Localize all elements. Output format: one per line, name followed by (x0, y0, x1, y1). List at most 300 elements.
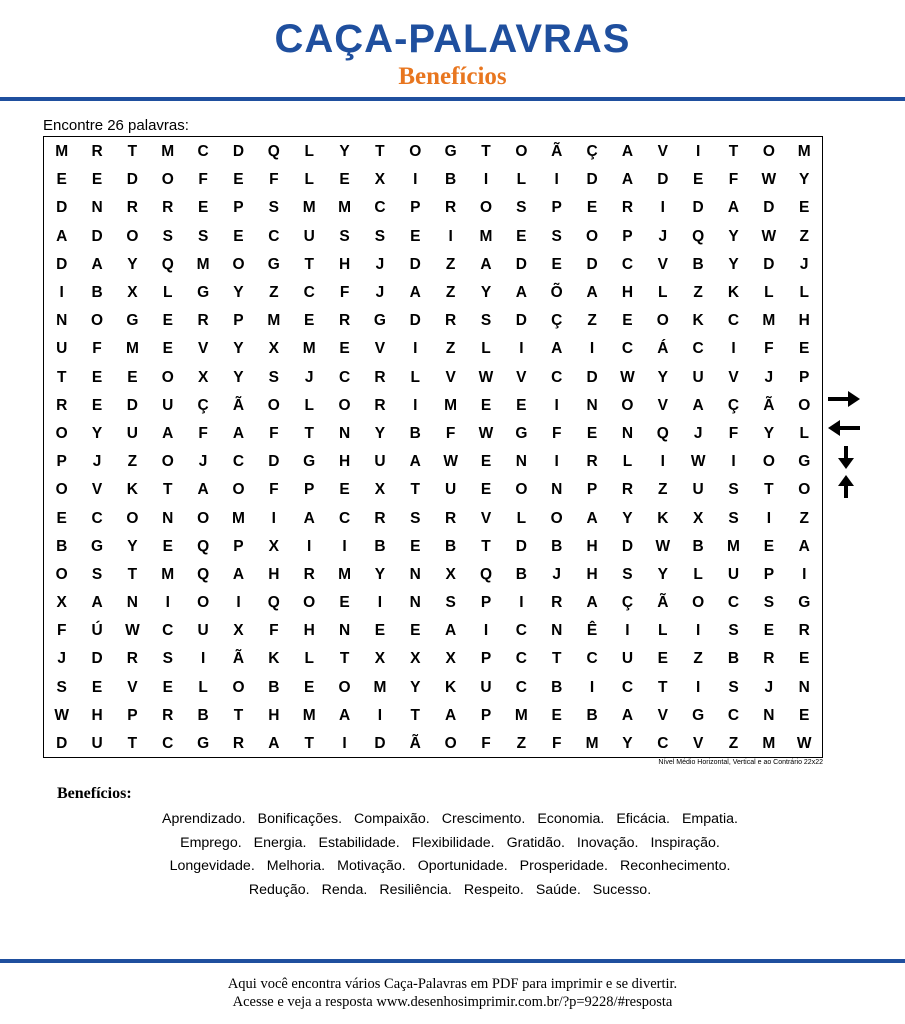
grid-cell[interactable]: E (304, 312, 315, 330)
grid-cell[interactable]: S (728, 622, 739, 640)
grid-cell[interactable]: M (762, 312, 776, 330)
grid-cell[interactable]: O (762, 143, 775, 161)
grid-cell[interactable]: E (480, 396, 492, 414)
grid-cell[interactable]: H (586, 565, 598, 583)
grid-cell[interactable]: N (409, 565, 421, 583)
grid-cell[interactable]: B (445, 537, 457, 555)
grid-cell[interactable]: F (764, 340, 774, 358)
grid-cell[interactable]: N (798, 678, 810, 696)
grid-cell[interactable]: M (196, 255, 210, 273)
grid-cell[interactable]: E (516, 227, 527, 245)
grid-cell[interactable]: S (622, 565, 633, 583)
grid-cell[interactable]: D (268, 453, 280, 471)
grid-cell[interactable]: B (586, 706, 598, 724)
grid-cell[interactable]: A (621, 706, 634, 724)
grid-cell[interactable]: Q (267, 594, 280, 612)
grid-cell[interactable]: R (445, 199, 457, 217)
grid-cell[interactable]: R (91, 143, 103, 161)
grid-cell[interactable]: L (304, 650, 314, 668)
grid-cell[interactable]: E (516, 396, 527, 414)
grid-cell[interactable]: X (268, 340, 279, 358)
grid-cell[interactable]: A (692, 396, 704, 414)
grid-cell[interactable]: N (126, 594, 138, 612)
grid-cell[interactable]: C (551, 368, 563, 386)
grid-cell[interactable]: I (519, 594, 524, 612)
grid-cell[interactable]: V (657, 396, 668, 414)
grid-cell[interactable]: O (91, 312, 104, 330)
grid-cell[interactable]: S (162, 650, 173, 668)
grid-cell[interactable]: Ç (621, 594, 634, 612)
grid-cell[interactable]: D (763, 199, 775, 217)
grid-cell[interactable]: R (586, 453, 598, 471)
grid-cell[interactable]: Z (445, 340, 456, 358)
grid-cell[interactable]: X (445, 650, 456, 668)
grid-cell[interactable]: M (232, 509, 245, 527)
grid-cell[interactable]: A (303, 509, 315, 527)
grid-cell[interactable]: A (91, 594, 103, 612)
grid-cell[interactable]: O (762, 453, 775, 471)
grid-cell[interactable]: E (339, 340, 350, 358)
grid-cell[interactable]: Ê (586, 622, 598, 640)
grid-cell[interactable]: C (515, 650, 527, 668)
grid-cell[interactable]: L (516, 171, 527, 189)
grid-cell[interactable]: P (304, 481, 315, 499)
grid-cell[interactable]: J (92, 453, 102, 471)
grid-cell[interactable]: R (338, 312, 351, 330)
grid-cell[interactable]: B (56, 537, 68, 555)
grid-cell[interactable]: E (233, 171, 244, 189)
grid-cell[interactable]: E (233, 227, 244, 245)
grid-cell[interactable]: D (232, 143, 245, 161)
grid-cell[interactable]: X (374, 171, 386, 189)
grid-cell[interactable]: Ã (409, 735, 421, 753)
grid-cell[interactable]: T (304, 735, 314, 753)
grid-cell[interactable]: S (268, 199, 279, 217)
grid-cell[interactable]: F (481, 735, 491, 753)
grid-cell[interactable]: V (374, 340, 386, 358)
grid-cell[interactable]: H (798, 312, 810, 330)
grid-cell[interactable]: P (480, 650, 492, 668)
grid-cell[interactable]: M (338, 565, 352, 583)
grid-cell[interactable]: Y (622, 509, 633, 527)
grid-cell[interactable]: C (621, 255, 634, 273)
grid-cell[interactable]: Ã (551, 143, 563, 161)
grid-cell[interactable]: O (126, 227, 139, 245)
grid-cell[interactable]: R (445, 509, 457, 527)
grid-cell[interactable]: O (515, 143, 528, 161)
grid-cell[interactable]: I (695, 622, 701, 640)
grid-cell[interactable]: M (267, 312, 281, 330)
grid-cell[interactable]: F (728, 171, 739, 189)
grid-cell[interactable]: V (197, 340, 209, 358)
grid-cell[interactable]: K (268, 650, 280, 668)
grid-cell[interactable]: V (91, 481, 103, 499)
grid-cell[interactable]: O (409, 143, 422, 161)
grid-cell[interactable]: I (413, 396, 418, 414)
grid-cell[interactable]: R (374, 368, 386, 386)
grid-cell[interactable]: C (586, 650, 598, 668)
grid-cell[interactable]: Q (692, 227, 705, 245)
grid-cell[interactable]: F (339, 284, 350, 302)
grid-cell[interactable]: H (338, 453, 351, 471)
grid-cell[interactable]: N (586, 396, 598, 414)
grid-cell[interactable]: M (302, 199, 316, 217)
grid-cell[interactable]: T (375, 143, 385, 161)
grid-cell[interactable]: J (764, 678, 774, 696)
grid-cell[interactable]: N (338, 424, 351, 442)
grid-cell[interactable]: Q (267, 143, 280, 161)
grid-cell[interactable]: E (162, 537, 173, 555)
grid-cell[interactable]: Q (197, 537, 210, 555)
grid-cell[interactable]: O (586, 227, 599, 245)
grid-cell[interactable]: L (622, 453, 633, 471)
grid-cell[interactable]: A (56, 227, 68, 245)
grid-cell[interactable]: U (197, 622, 209, 640)
grid-cell[interactable]: A (621, 143, 634, 161)
grid-cell[interactable]: O (515, 481, 528, 499)
grid-cell[interactable]: V (657, 143, 668, 161)
grid-cell[interactable]: M (373, 678, 387, 696)
grid-cell[interactable]: R (197, 312, 209, 330)
grid-cell[interactable]: P (763, 565, 775, 583)
grid-cell[interactable]: O (338, 396, 351, 414)
grid-cell[interactable]: Y (657, 368, 668, 386)
grid-cell[interactable]: O (55, 565, 68, 583)
grid-cell[interactable]: X (127, 284, 138, 302)
grid-cell[interactable]: E (480, 453, 492, 471)
grid-cell[interactable]: G (267, 255, 280, 273)
grid-cell[interactable]: R (445, 312, 457, 330)
grid-cell[interactable]: M (161, 143, 175, 161)
grid-cell[interactable]: R (303, 565, 315, 583)
grid-cell[interactable]: X (233, 622, 244, 640)
grid-cell[interactable]: D (763, 255, 775, 273)
grid-cell[interactable]: R (126, 650, 138, 668)
grid-cell[interactable]: P (56, 453, 67, 471)
grid-cell[interactable]: G (197, 284, 210, 302)
grid-cell[interactable]: S (410, 509, 421, 527)
grid-cell[interactable]: K (445, 678, 457, 696)
grid-cell[interactable]: Y (763, 424, 775, 442)
grid-cell[interactable]: C (91, 509, 103, 527)
grid-cell[interactable]: C (338, 368, 351, 386)
grid-cell[interactable]: Y (91, 424, 103, 442)
grid-cell[interactable]: S (339, 227, 350, 245)
grid-cell[interactable]: E (162, 340, 173, 358)
grid-cell[interactable]: Z (693, 284, 703, 302)
grid-cell[interactable]: O (126, 509, 139, 527)
grid-cell[interactable]: U (303, 227, 315, 245)
grid-cell[interactable]: C (232, 453, 245, 471)
grid-cell[interactable]: E (763, 537, 775, 555)
grid-cell[interactable]: Y (622, 735, 633, 753)
grid-cell[interactable]: D (586, 171, 598, 189)
grid-cell[interactable]: N (551, 622, 563, 640)
grid-cell[interactable]: I (802, 565, 807, 583)
grid-cell[interactable]: Z (445, 284, 456, 302)
grid-cell[interactable]: D (692, 199, 704, 217)
grid-cell[interactable]: Q (161, 255, 174, 273)
grid-cell[interactable]: C (162, 622, 174, 640)
grid-cell[interactable]: E (339, 171, 350, 189)
grid-cell[interactable]: O (197, 594, 210, 612)
grid-cell[interactable]: E (91, 396, 103, 414)
grid-cell[interactable]: I (731, 453, 736, 471)
grid-cell[interactable]: D (515, 537, 527, 555)
grid-cell[interactable]: E (339, 481, 350, 499)
grid-cell[interactable]: P (622, 227, 633, 245)
grid-cell[interactable]: Ã (232, 396, 245, 414)
grid-cell[interactable]: B (551, 537, 563, 555)
grid-cell[interactable]: D (657, 171, 669, 189)
grid-cell[interactable]: V (692, 735, 704, 753)
grid-cell[interactable]: S (56, 678, 67, 696)
grid-cell[interactable]: G (798, 453, 811, 471)
grid-cell[interactable]: Z (127, 453, 138, 471)
grid-cell[interactable]: F (269, 171, 279, 189)
grid-cell[interactable]: H (338, 255, 351, 273)
grid-cell[interactable]: M (585, 735, 599, 753)
grid-cell[interactable]: I (483, 171, 489, 189)
grid-cell[interactable]: A (268, 735, 280, 753)
grid-cell[interactable]: E (586, 199, 598, 217)
grid-cell[interactable]: B (551, 678, 563, 696)
grid-cell[interactable]: O (55, 424, 68, 442)
grid-cell[interactable]: E (480, 481, 492, 499)
grid-cell[interactable]: Ç (586, 143, 598, 161)
grid-cell[interactable]: V (657, 706, 668, 724)
grid-cell[interactable]: R (374, 396, 386, 414)
grid-cell[interactable]: S (728, 509, 739, 527)
grid-cell[interactable]: S (728, 481, 739, 499)
grid-cell[interactable]: Y (374, 424, 386, 442)
grid-cell[interactable]: I (589, 340, 595, 358)
grid-cell[interactable]: P (551, 199, 562, 217)
grid-cell[interactable]: B (692, 537, 704, 555)
grid-cell[interactable]: T (163, 481, 173, 499)
grid-cell[interactable]: T (764, 481, 774, 499)
grid-cell[interactable]: O (798, 481, 811, 499)
grid-cell[interactable]: O (161, 453, 174, 471)
grid-cell[interactable]: E (304, 678, 315, 696)
grid-cell[interactable]: M (514, 706, 528, 724)
grid-cell[interactable]: Ç (551, 312, 563, 330)
grid-cell[interactable]: J (198, 453, 208, 471)
grid-cell[interactable]: P (410, 199, 421, 217)
grid-cell[interactable]: O (550, 509, 563, 527)
grid-cell[interactable]: I (554, 396, 559, 414)
grid-cell[interactable]: O (479, 199, 493, 217)
grid-cell[interactable]: F (269, 424, 279, 442)
grid-cell[interactable]: H (268, 565, 280, 583)
grid-cell[interactable]: E (162, 678, 173, 696)
grid-cell[interactable]: A (621, 171, 634, 189)
grid-cell[interactable]: F (198, 171, 208, 189)
grid-cell[interactable]: C (692, 340, 704, 358)
grid-cell[interactable]: V (127, 678, 138, 696)
grid-cell[interactable]: J (57, 650, 66, 668)
grid-cell[interactable]: Z (587, 312, 597, 330)
grid-cell[interactable]: E (799, 340, 810, 358)
grid-cell[interactable]: L (658, 284, 668, 302)
grid-cell[interactable]: Y (339, 143, 350, 161)
grid-cell[interactable]: E (410, 622, 421, 640)
grid-cell[interactable]: T (233, 706, 244, 724)
grid-cell[interactable]: L (693, 565, 703, 583)
grid-cell[interactable]: C (268, 227, 280, 245)
grid-cell[interactable]: H (621, 284, 634, 302)
grid-cell[interactable]: F (198, 424, 208, 442)
grid-cell[interactable]: D (126, 171, 138, 189)
grid-cell[interactable]: Y (233, 284, 244, 302)
grid-cell[interactable]: N (551, 481, 563, 499)
grid-cell[interactable]: R (374, 509, 386, 527)
grid-cell[interactable]: I (342, 537, 347, 555)
grid-cell[interactable]: Y (410, 678, 421, 696)
grid-cell[interactable]: U (692, 481, 704, 499)
grid-cell[interactable]: L (764, 284, 774, 302)
grid-cell[interactable]: S (516, 199, 527, 217)
grid-cell[interactable]: D (91, 227, 103, 245)
grid-cell[interactable]: O (232, 481, 245, 499)
grid-cell[interactable]: M (444, 396, 458, 414)
grid-cell[interactable]: E (91, 171, 103, 189)
grid-cell[interactable]: J (693, 424, 703, 442)
grid-cell[interactable]: S (162, 227, 173, 245)
grid-cell[interactable]: T (481, 537, 491, 555)
grid-cell[interactable]: X (197, 368, 209, 386)
grid-cell[interactable]: S (268, 368, 279, 386)
grid-cell[interactable]: E (622, 312, 633, 330)
grid-cell[interactable]: A (197, 481, 209, 499)
grid-cell[interactable]: D (56, 199, 68, 217)
grid-cell[interactable]: T (304, 424, 314, 442)
grid-cell[interactable]: B (692, 255, 704, 273)
grid-cell[interactable]: C (338, 509, 351, 527)
grid-cell[interactable]: Y (374, 565, 386, 583)
grid-cell[interactable]: Z (658, 481, 668, 499)
grid-cell[interactable]: E (410, 537, 421, 555)
grid-cell[interactable]: A (338, 706, 351, 724)
grid-cell[interactable]: A (551, 340, 563, 358)
grid-cell[interactable]: E (551, 706, 562, 724)
grid-cell[interactable]: K (657, 509, 669, 527)
grid-cell[interactable]: Z (269, 284, 279, 302)
grid-cell[interactable]: P (233, 199, 244, 217)
grid-cell[interactable]: Y (233, 340, 244, 358)
grid-cell[interactable]: D (56, 735, 68, 753)
grid-cell[interactable]: O (161, 171, 174, 189)
grid-cell[interactable]: I (695, 143, 701, 161)
grid-cell[interactable]: U (374, 453, 386, 471)
grid-cell[interactable]: N (56, 312, 68, 330)
grid-cell[interactable]: I (554, 453, 559, 471)
grid-cell[interactable]: E (799, 706, 810, 724)
grid-cell[interactable]: O (303, 594, 316, 612)
grid-cell[interactable]: D (409, 255, 421, 273)
grid-cell[interactable]: N (91, 199, 103, 217)
grid-cell[interactable]: E (692, 171, 704, 189)
grid-cell[interactable]: L (516, 509, 527, 527)
grid-cell[interactable]: R (621, 481, 634, 499)
grid-cell[interactable]: G (692, 706, 705, 724)
grid-cell[interactable]: T (551, 650, 562, 668)
grid-cell[interactable]: N (338, 622, 351, 640)
grid-cell[interactable]: I (554, 171, 559, 189)
grid-cell[interactable]: D (515, 255, 527, 273)
grid-cell[interactable]: C (727, 312, 740, 330)
grid-cell[interactable]: T (127, 143, 138, 161)
grid-cell[interactable]: W (478, 424, 494, 442)
grid-cell[interactable]: R (126, 199, 138, 217)
grid-cell[interactable]: Z (693, 650, 703, 668)
grid-cell[interactable]: D (374, 735, 386, 753)
grid-cell[interactable]: S (197, 227, 209, 245)
grid-cell[interactable]: V (480, 509, 492, 527)
grid-cell[interactable]: M (727, 537, 740, 555)
grid-cell[interactable]: U (91, 735, 103, 753)
grid-cell[interactable]: A (586, 284, 598, 302)
grid-cell[interactable]: D (586, 255, 598, 273)
grid-cell[interactable]: T (481, 143, 491, 161)
grid-cell[interactable]: I (695, 678, 701, 696)
grid-cell[interactable]: E (197, 199, 209, 217)
grid-cell[interactable]: V (516, 368, 527, 386)
grid-cell[interactable]: I (413, 171, 418, 189)
grid-cell[interactable]: H (303, 622, 315, 640)
grid-cell[interactable]: E (91, 678, 103, 696)
grid-cell[interactable]: D (586, 368, 598, 386)
grid-cell[interactable]: O (55, 481, 68, 499)
grid-cell[interactable]: X (268, 537, 279, 555)
grid-cell[interactable]: E (56, 171, 67, 189)
grid-cell[interactable]: O (692, 594, 705, 612)
grid-cell[interactable]: X (692, 509, 704, 527)
grid-cell[interactable]: V (657, 255, 668, 273)
grid-cell[interactable]: L (799, 424, 809, 442)
grid-cell[interactable]: W (478, 368, 494, 386)
grid-cell[interactable]: N (621, 424, 634, 442)
grid-cell[interactable]: C (515, 622, 527, 640)
grid-cell[interactable]: O (798, 396, 811, 414)
grid-cell[interactable]: U (621, 650, 634, 668)
grid-cell[interactable]: Ú (91, 622, 103, 640)
grid-cell[interactable]: X (445, 565, 456, 583)
grid-cell[interactable]: M (55, 143, 69, 161)
grid-cell[interactable]: J (658, 227, 668, 245)
grid-cell[interactable]: L (658, 622, 668, 640)
grid-cell[interactable]: B (197, 706, 209, 724)
grid-cell[interactable]: E (586, 424, 598, 442)
grid-cell[interactable]: R (621, 199, 634, 217)
grid-cell[interactable]: G (798, 594, 811, 612)
grid-cell[interactable]: Z (445, 255, 456, 273)
grid-cell[interactable]: U (445, 481, 457, 499)
grid-cell[interactable]: T (658, 678, 668, 696)
grid-cell[interactable]: C (515, 678, 527, 696)
grid-cell[interactable]: A (232, 565, 245, 583)
grid-cell[interactable]: E (657, 650, 668, 668)
grid-cell[interactable]: Z (516, 735, 527, 753)
grid-cell[interactable]: E (56, 509, 67, 527)
grid-cell[interactable]: I (766, 509, 772, 527)
grid-cell[interactable]: N (763, 706, 775, 724)
grid-cell[interactable]: L (304, 143, 314, 161)
grid-cell[interactable]: K (126, 481, 138, 499)
grid-cell[interactable]: A (480, 255, 492, 273)
grid-cell[interactable]: C (162, 735, 174, 753)
grid-cell[interactable]: C (374, 199, 386, 217)
